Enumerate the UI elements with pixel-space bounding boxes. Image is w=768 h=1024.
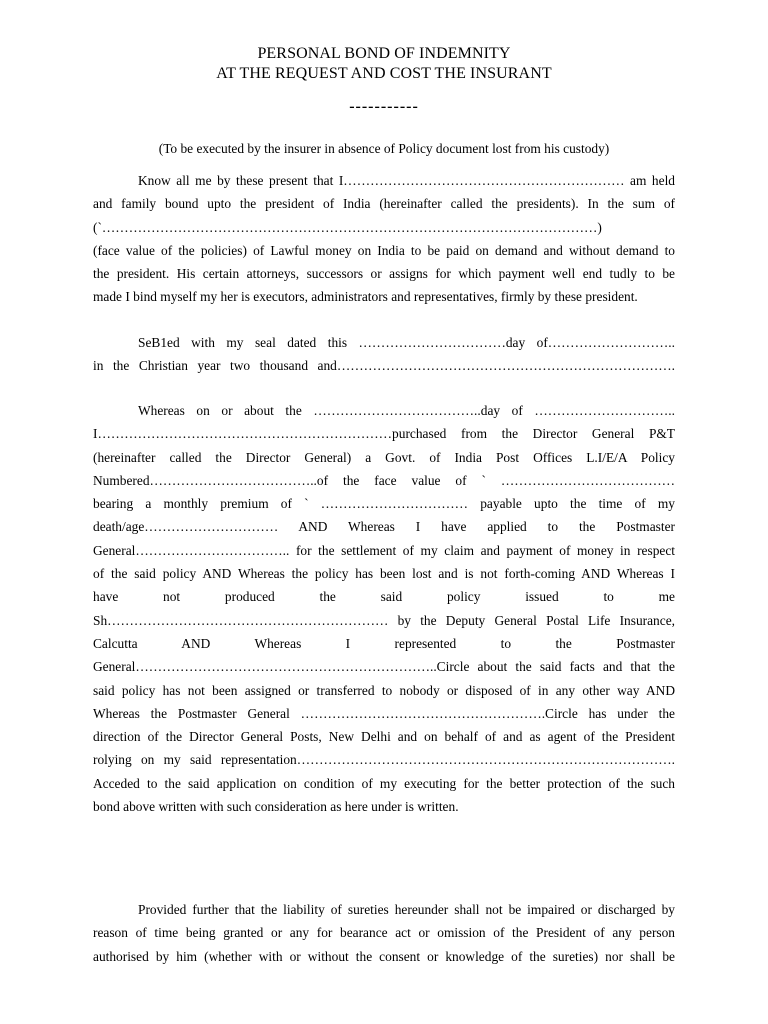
text-line: authorised by him (whether with or without the consent or knowledge of the sureties) nor shall be — [93, 948, 675, 964]
text-line: Acceded to the said application on condition of my executing for the better protection of the such — [93, 775, 675, 791]
text-line: death/age………………………… AND Whereas I have applied to the Postmaster — [93, 519, 675, 535]
text-line: in the Christian year two thousand and…………………………………………………………………. — [93, 358, 675, 374]
text-line: (hereinafter called the Director General) a Govt. of India Post Offices L.I/E/A Policy — [93, 449, 675, 465]
text-line: bond above written with such consideration as here under is written. — [93, 799, 459, 815]
text-line: General…………………………………………………………..Circle about the said facts and that the — [93, 659, 675, 675]
text-line: SeB1ed with my seal dated this ……………………………day of……………………….. — [138, 335, 675, 350]
text-line: reason of time being granted or any for bearance act or omission of the President of any person — [93, 925, 675, 941]
text-line: made I bind myself my her is executors, administrators and representatives, firmly by these president. — [93, 289, 638, 305]
text-line: (`…………………………………………………………………………………………………) — [93, 219, 602, 235]
text-line: bearing a monthly premium of ` …………………………… payable upto the time of my — [93, 496, 675, 512]
execution-note: (To be executed by the insurer in absence of Policy document lost from his custody) — [158, 141, 610, 156]
text-line: said policy has not been assigned or transferred to nobody or disposed of in any other way AND — [93, 682, 675, 698]
text-line: (face value of the policies) of Lawful money on India to be paid on demand and without demand to — [93, 242, 675, 258]
paragraph-seal-date — [93, 331, 675, 378]
text-line: have not produced the said policy issued to me — [93, 589, 675, 605]
document-title-line-1: PERSONAL BOND OF INDEMNITY — [257, 45, 511, 62]
text-line: General…………………………….. for the settlement of my claim and payment of money in respect — [93, 542, 675, 558]
text-line: and family bound upto the president of India (hereinafter called the presidents). In the sum of — [93, 196, 675, 212]
paragraph-whereas — [93, 399, 675, 818]
paragraph-proviso — [93, 898, 675, 968]
text-line: Know all me by these present that I……………………………………………………… am held — [138, 173, 675, 188]
paragraph-bond-declaration — [93, 169, 675, 309]
text-line: the president. His certain attorneys, successors or assigns for which payment well end tudly to be — [93, 266, 675, 282]
text-line: rolying on my said representation…………………………………………………………………………. — [93, 752, 675, 768]
text-line: I…………………………………………………………purchased from the Director General P&T — [93, 426, 675, 442]
title-separator: ----------- — [349, 98, 419, 115]
text-line: Sh……………………………………………………… by the Deputy General Postal Life Insurance, — [93, 612, 675, 628]
text-line: Whereas the Postmaster General ……………………………………………….Circle has under the — [93, 705, 675, 721]
text-line: direction of the Director General Posts, New Delhi and on behalf of and as agent of the President — [93, 729, 675, 745]
text-line: Calcutta AND Whereas I represented to the Postmaster — [93, 635, 675, 651]
text-line: Numbered………………………………..of the face value of ` ………………………………… — [93, 472, 675, 488]
text-line: Whereas on or about the ………………………………..day of ………………………….. — [138, 403, 675, 418]
text-line: of the said policy AND Whereas the policy has been lost and is not forth-coming AND Whereas I — [93, 566, 675, 582]
text-line: Provided further that the liability of sureties hereunder shall not be impaired or discharged by — [138, 902, 675, 917]
document-title-line-2: AT THE REQUEST AND COST THE INSURANT — [216, 65, 552, 82]
